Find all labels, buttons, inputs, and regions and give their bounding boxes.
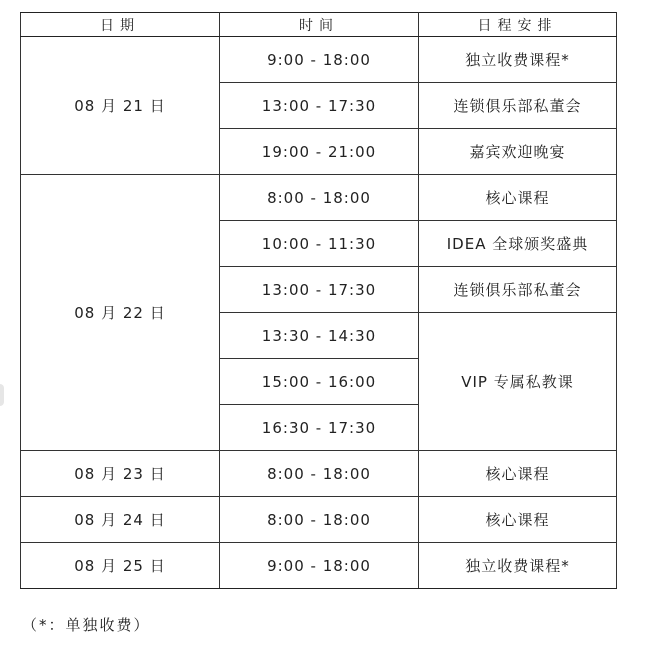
- date-cell: 08 月 22 日: [21, 175, 220, 451]
- table-row: [21, 497, 617, 543]
- table-row: [21, 37, 617, 83]
- time-cell: 8:00 - 18:00: [220, 451, 419, 497]
- time-cell: 13:00 - 17:30: [220, 267, 419, 313]
- time-cell: 16:30 - 17:30: [220, 405, 419, 451]
- event-cell: VIP 专属私教课: [419, 313, 617, 451]
- event-cell: 独立收费课程*: [419, 37, 617, 83]
- time-cell: 15:00 - 16:00: [220, 359, 419, 405]
- footnote: （*：单独收费）: [22, 616, 151, 634]
- date-cell: 08 月 23 日: [21, 451, 220, 497]
- time-cell: 10:00 - 11:30: [220, 221, 419, 267]
- time-cell: 9:00 - 18:00: [220, 37, 419, 83]
- date-cell: 08 月 24 日: [21, 497, 220, 543]
- event-cell: 核心课程: [419, 451, 617, 497]
- event-cell: 连锁俱乐部私董会: [419, 267, 617, 313]
- header-date: 日期: [21, 13, 220, 37]
- date-cell: 08 月 21 日: [21, 37, 220, 175]
- time-cell: 13:00 - 17:30: [220, 83, 419, 129]
- time-cell: 8:00 - 18:00: [220, 175, 419, 221]
- header-row: [21, 13, 617, 37]
- event-cell: 嘉宾欢迎晚宴: [419, 129, 617, 175]
- table-row: [21, 451, 617, 497]
- event-cell: 独立收费课程*: [419, 543, 617, 589]
- schedule-table: [20, 12, 617, 589]
- edge-decoration: [0, 384, 4, 406]
- time-cell: 19:00 - 21:00: [220, 129, 419, 175]
- event-cell: 核心课程: [419, 497, 617, 543]
- date-cell: 08 月 25 日: [21, 543, 220, 589]
- header-event: 日程安排: [419, 13, 617, 37]
- time-cell: 13:30 - 14:30: [220, 313, 419, 359]
- time-cell: 8:00 - 18:00: [220, 497, 419, 543]
- time-cell: 9:00 - 18:00: [220, 543, 419, 589]
- event-cell: 核心课程: [419, 175, 617, 221]
- event-cell: 连锁俱乐部私董会: [419, 83, 617, 129]
- event-cell: IDEA 全球颁奖盛典: [419, 221, 617, 267]
- table-row: [21, 175, 617, 221]
- table-row: [21, 543, 617, 589]
- header-time: 时间: [220, 13, 419, 37]
